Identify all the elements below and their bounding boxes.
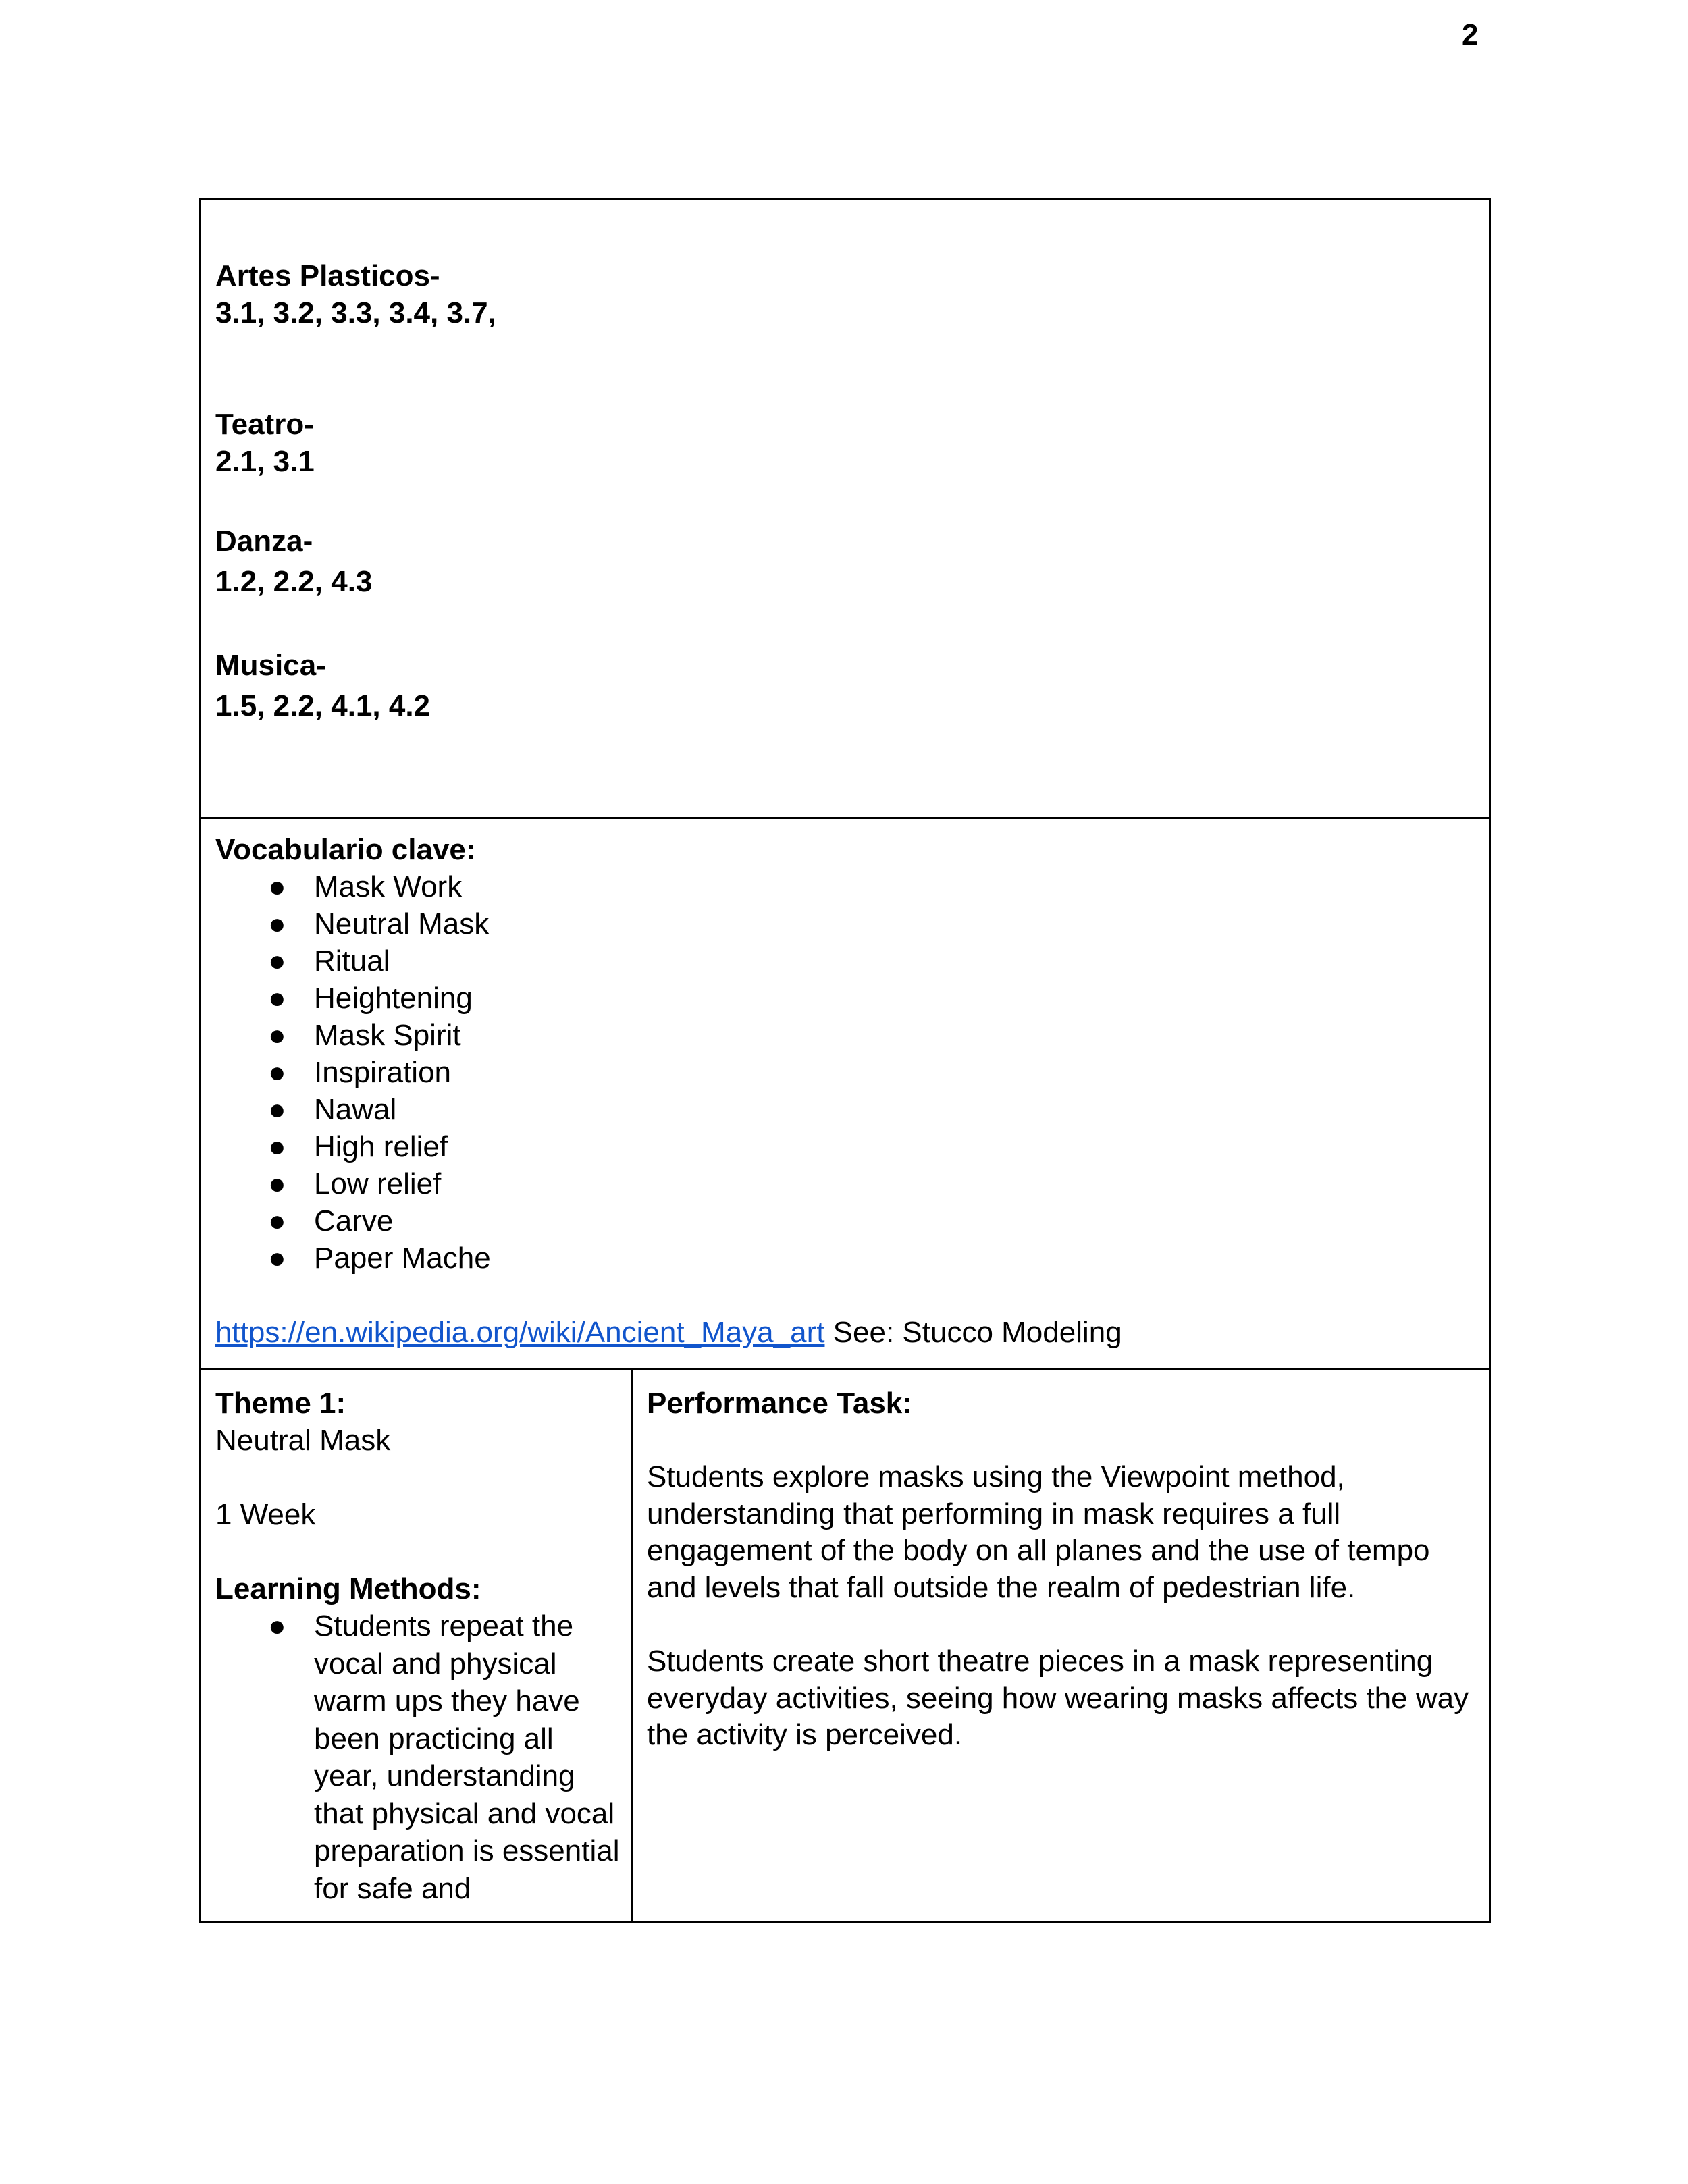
list-item: ● Paper Mache (268, 1242, 491, 1275)
theme-duration: 1 Week (215, 1498, 316, 1531)
performance-heading: Performance Task: (647, 1387, 912, 1420)
vocabulary-cell (215, 831, 1471, 1351)
vocabulary-list (215, 868, 1471, 1277)
performance-cell (647, 1385, 1477, 1754)
learning-method-text: Students repeat the vocal and physical warm ups they have been practicing all year, understanding that physical and vocal preparation is essential for safe and (314, 1609, 620, 1905)
reference-note: See: Stucco Modeling (824, 1316, 1122, 1349)
artes-plasticos-codes: 3.1, 3.2, 3.3, 3.4, 3.7, (215, 296, 496, 329)
theme-cell (215, 1385, 621, 1907)
danza-codes: 1.2, 2.2, 4.3 (215, 565, 373, 598)
musica-codes: 1.5, 2.2, 4.1, 4.2 (215, 689, 431, 722)
list-item: ● Neutral Mask (268, 907, 490, 940)
artes-plasticos-label: Artes Plasticos- (215, 259, 440, 292)
list-item: ● Students repeat the vocal and physical warm ups they have been practicing all year, understanding that physical and vocal preparation is essential for safe and (268, 1609, 620, 1905)
teatro-codes: 2.1, 3.1 (215, 445, 315, 478)
list-item: ● Nawal (268, 1093, 397, 1126)
theme-heading: Theme 1: (215, 1387, 346, 1420)
list-item: ● Carve (268, 1204, 394, 1237)
list-item: ● Heightening (268, 982, 473, 1015)
vocabulary-heading: Vocabulario clave: (215, 833, 476, 866)
list-item: ● Mask Work (268, 870, 463, 903)
list-item: ● Low relief (268, 1167, 442, 1200)
column-divider (631, 1370, 633, 1921)
performance-paragraph-1: Students explore masks using the Viewpoint method, understanding that performing in mask requires a full engagement of the body on all planes and the use of tempo and levels that fall outside the realm of pedestrian life. (647, 1460, 1430, 1604)
list-item: ● Inspiration (268, 1056, 452, 1089)
performance-paragraph-2: Students create short theatre pieces in a mask representing everyday activities, seeing how wearing masks affects the way the activity is perceived. (647, 1645, 1469, 1751)
list-item: ● Mask Spirit (268, 1019, 461, 1052)
musica-label: Musica- (215, 649, 326, 682)
standards-row (201, 200, 1489, 819)
list-item: ● High relief (268, 1130, 448, 1163)
reference-line (215, 1314, 1471, 1351)
vocabulary-row (201, 819, 1489, 1370)
teatro-label: Teatro- (215, 408, 314, 441)
lesson-table (199, 198, 1491, 1923)
standards-cell (215, 257, 1471, 811)
page-number: 2 (1462, 18, 1479, 51)
danza-label: Danza- (215, 525, 313, 558)
wikipedia-link[interactable]: https://en.wikipedia.org/wiki/Ancient_Maya_art (215, 1316, 825, 1349)
theme-name: Neutral Mask (215, 1424, 391, 1457)
learning-methods-heading: Learning Methods: (215, 1572, 481, 1605)
list-item: ● Ritual (268, 944, 390, 978)
theme-row (201, 1370, 1489, 1921)
